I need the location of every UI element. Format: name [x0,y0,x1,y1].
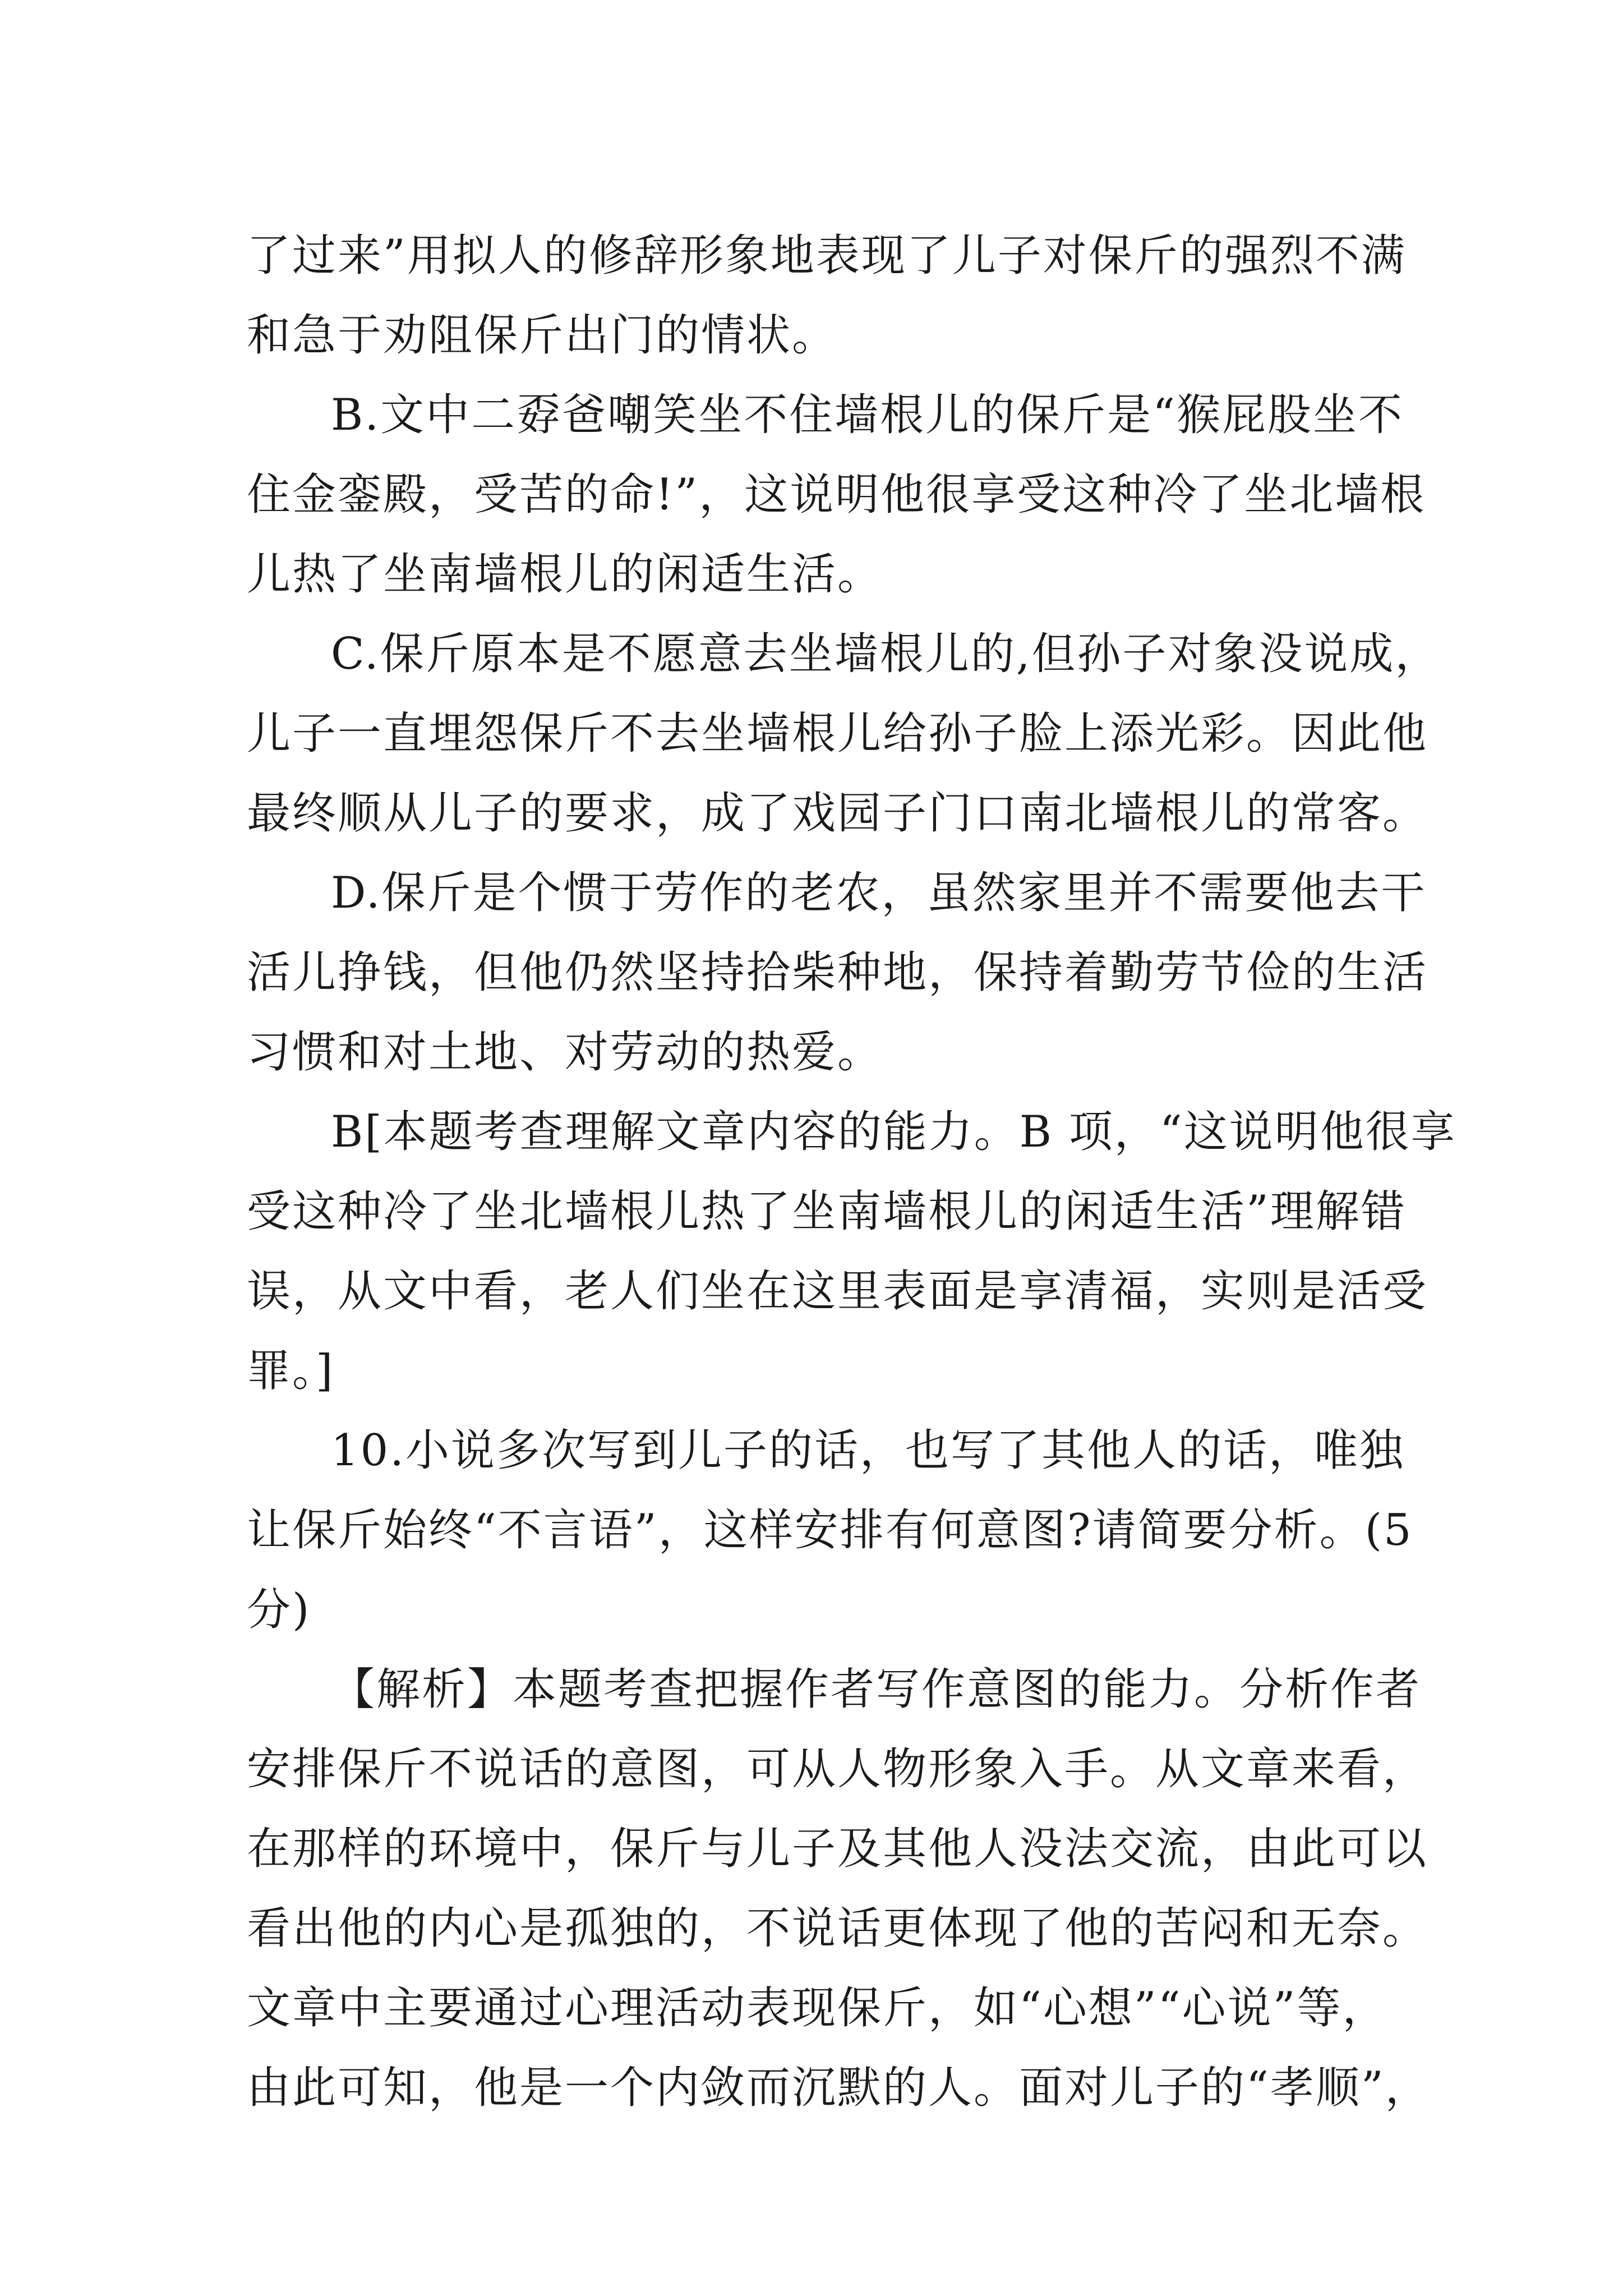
text-line: 住金銮殿，受苦的命!”，这说明他很享受这种冷了坐北墙根 [247,470,1426,520]
text-line: 习惯和对土地、对劳动的热爱。 [247,1027,883,1078]
text-line: 最终顺从儿子的要求，成了戏园子门口南北墙根儿的常客。 [247,788,1428,839]
option-b-line: B.文中二孬爸嘲笑坐不住墙根儿的保斤是“猴屁股坐不 [331,390,1404,440]
text-line: 和急于劝阻保斤出门的情状。 [247,310,838,361]
text-line: 受这种冷了坐北墙根儿热了坐南墙根儿的闲适生活”理解错 [247,1186,1407,1237]
text-line: 让保斤始终“不言语”，这样安排有何意图?请简要分析。(5 [247,1505,1413,1556]
answer-line: B[本题考查理解文章内容的能力。B 项，“这说明他很享 [331,1107,1456,1157]
text-line: 安排保斤不说话的意图，可从人物形象入手。从文章来看， [247,1744,1428,1795]
text-body [247,216,1456,2128]
text-line: 儿热了坐南墙根儿的闲适生活。 [247,549,883,600]
text-line: 在那样的环境中，保斤与儿子及其他人没法交流，由此可以 [247,1824,1428,1874]
text-line: 罪。] [247,1346,335,1396]
text-line: 儿子一直埋怨保斤不去坐墙根儿给孙子脸上添光彩。因此他 [247,708,1428,759]
text-line: 由此可知，他是一个内敛而沉默的人。面对儿子的“孝顺”， [247,2063,1431,2113]
text-line: 分) [247,1585,311,1635]
text-line: 文章中主要通过心理活动表现保斤，如“心想”“心说”等， [247,1983,1388,2033]
text-line: 了过来”用拟人的修辞形象地表现了儿子对保斤的强烈不满 [247,231,1407,281]
text-line: 误，从文中看，老人们坐在这里表面是享清福，实则是活受 [247,1266,1428,1317]
question-10-line: 10.小说多次写到儿子的话，也写了其他人的话，唯独 [331,1425,1405,1476]
option-c-line: C.保斤原本是不愿意去坐墙根儿的,但孙子对象没说成， [331,629,1441,679]
text-line: 看出他的内心是孤独的，不说话更体现了他的苦闷和无奈。 [247,1903,1428,1954]
option-d-line: D.保斤是个惯于劳作的老农，虽然家里并不需要他去干 [331,868,1427,918]
analysis-line: 【解析】本题考查把握作者写作意图的能力。分析作者 [331,1664,1422,1715]
text-line: 活儿挣钱，但他仍然坚持拾柴种地，保持着勤劳节俭的生活 [247,947,1428,998]
